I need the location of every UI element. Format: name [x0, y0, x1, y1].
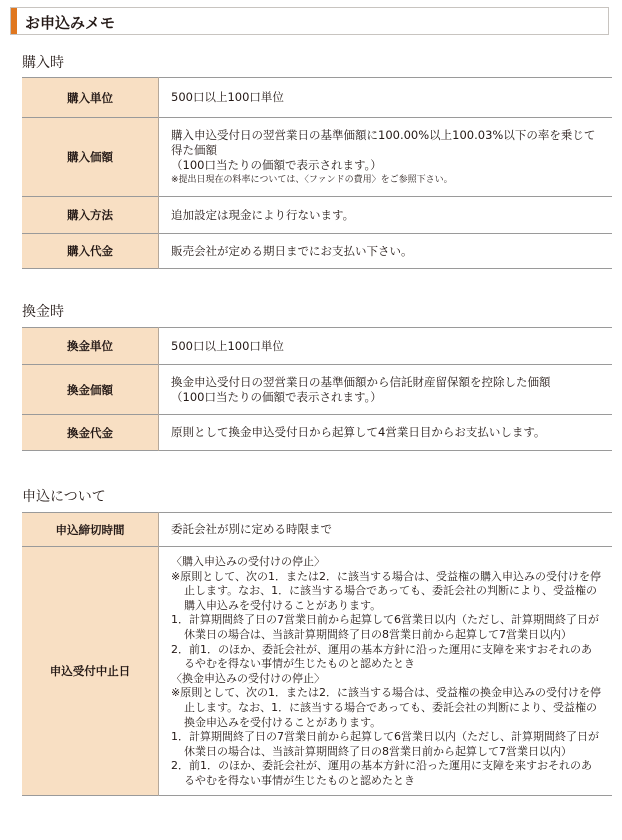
- row-label: 購入単位: [22, 78, 159, 118]
- purchase-stop-item: 1．計算期間終了日の7営業日前から起算して6営業日以内（ただし、計算期間終了日が休業日の場合は、当該計算期間終了日の8営業日前から起算して7営業日以内）: [171, 613, 599, 641]
- row-label: 換金価額: [22, 365, 159, 415]
- application-table: [22, 512, 612, 796]
- table-row: [22, 197, 612, 234]
- fee-note: ※提出日現在の料率については、〈ファンドの費用〉をご参照下さい。: [171, 175, 453, 185]
- accent-bar: [11, 8, 17, 34]
- table-row: [22, 118, 612, 197]
- redemption-stop-heading: 〈換金申込みの受付けの停止〉: [171, 671, 325, 685]
- redemption-table: [22, 327, 612, 451]
- row-value: 委託会社が別に定める時限まで: [171, 522, 332, 536]
- purchase-stop-item: 2．前1．のほか、委託会社が、運用の基本方針に沿った運用に支障を来すおそれのあるやむを得ない事情が生じたものと認めたとき: [171, 642, 592, 671]
- row-label: 換金単位: [22, 328, 159, 365]
- row-label: 申込受付中止日: [22, 547, 159, 796]
- table-row: [22, 513, 612, 547]
- redemption-stop-item: 1．計算期間終了日の7営業日前から起算して6営業日以内（ただし、計算期間終了日が休業日の場合は、当該計算期間終了日の8営業日前から起算して7営業日以内）: [171, 730, 599, 758]
- row-label: 申込締切時間: [22, 513, 159, 547]
- redemption-section-title: 換金時: [22, 304, 64, 320]
- row-value: [159, 547, 613, 796]
- table-row: [22, 78, 612, 118]
- row-label: 購入価額: [22, 118, 159, 197]
- row-value: 換金申込受付日の翌営業日の基準価額から信託財産留保額を控除した価額 （100口当たりの価額で表示されます。）: [171, 374, 551, 404]
- row-label: 換金代金: [22, 415, 159, 451]
- row-label: 購入代金: [22, 234, 159, 269]
- row-value: 追加設定は現金により行ないます。: [171, 207, 355, 222]
- table-row: [22, 234, 612, 269]
- row-label: 購入方法: [22, 197, 159, 234]
- table-row: [22, 415, 612, 451]
- application-section-title: 申込について: [22, 489, 106, 505]
- row-value: 原則として換金申込受付日から起算して4営業日目からお支払いします。: [171, 425, 546, 439]
- table-row: [22, 328, 612, 365]
- purchase-stop-item: ※原則として、次の1．または2．に該当する場合は、受益権の購入申込みの受付けを停止します。なお、1．に該当する場合であっても、委託会社の判断により、受益権の購入申込みを受付けることがあります。: [171, 569, 601, 612]
- memo-header-banner: [10, 7, 609, 35]
- purchase-stop-heading: 〈購入申込みの受付けの停止〉: [171, 555, 325, 568]
- row-value: 500口以上100口単位: [171, 90, 284, 104]
- redemption-stop-item: 2．前1．のほか、委託会社が、運用の基本方針に沿った運用に支障を来すおそれのあるやむを得ない事情が生じたものと認めたとき: [171, 759, 592, 787]
- row-value: 500口以上100口単位: [171, 338, 284, 353]
- row-value: 購入申込受付日の翌営業日の基準価額に100.00%以上100.03%以下の率を乗じて得た価額 （100口当たりの価額で表示されます。） ※提出日現在の料率については、〈ファンドの費用〉をご参照下さい。: [159, 118, 613, 197]
- redemption-stop-item: ※原則として、次の1．または2．に該当する場合は、受益権の換金申込みの受付けを停止します。なお、1．に該当する場合であっても、委託会社の判断により、受益権の換金申込みを受付けることがあります。: [171, 686, 601, 729]
- row-value: 販売会社が定める期日までにお支払い下さい。: [171, 243, 413, 258]
- purchase-section-title: 購入時: [22, 55, 64, 71]
- purchase-table: [22, 77, 612, 269]
- table-row: [22, 547, 612, 796]
- memo-title: お申込みメモ: [25, 14, 116, 32]
- table-row: [22, 365, 612, 415]
